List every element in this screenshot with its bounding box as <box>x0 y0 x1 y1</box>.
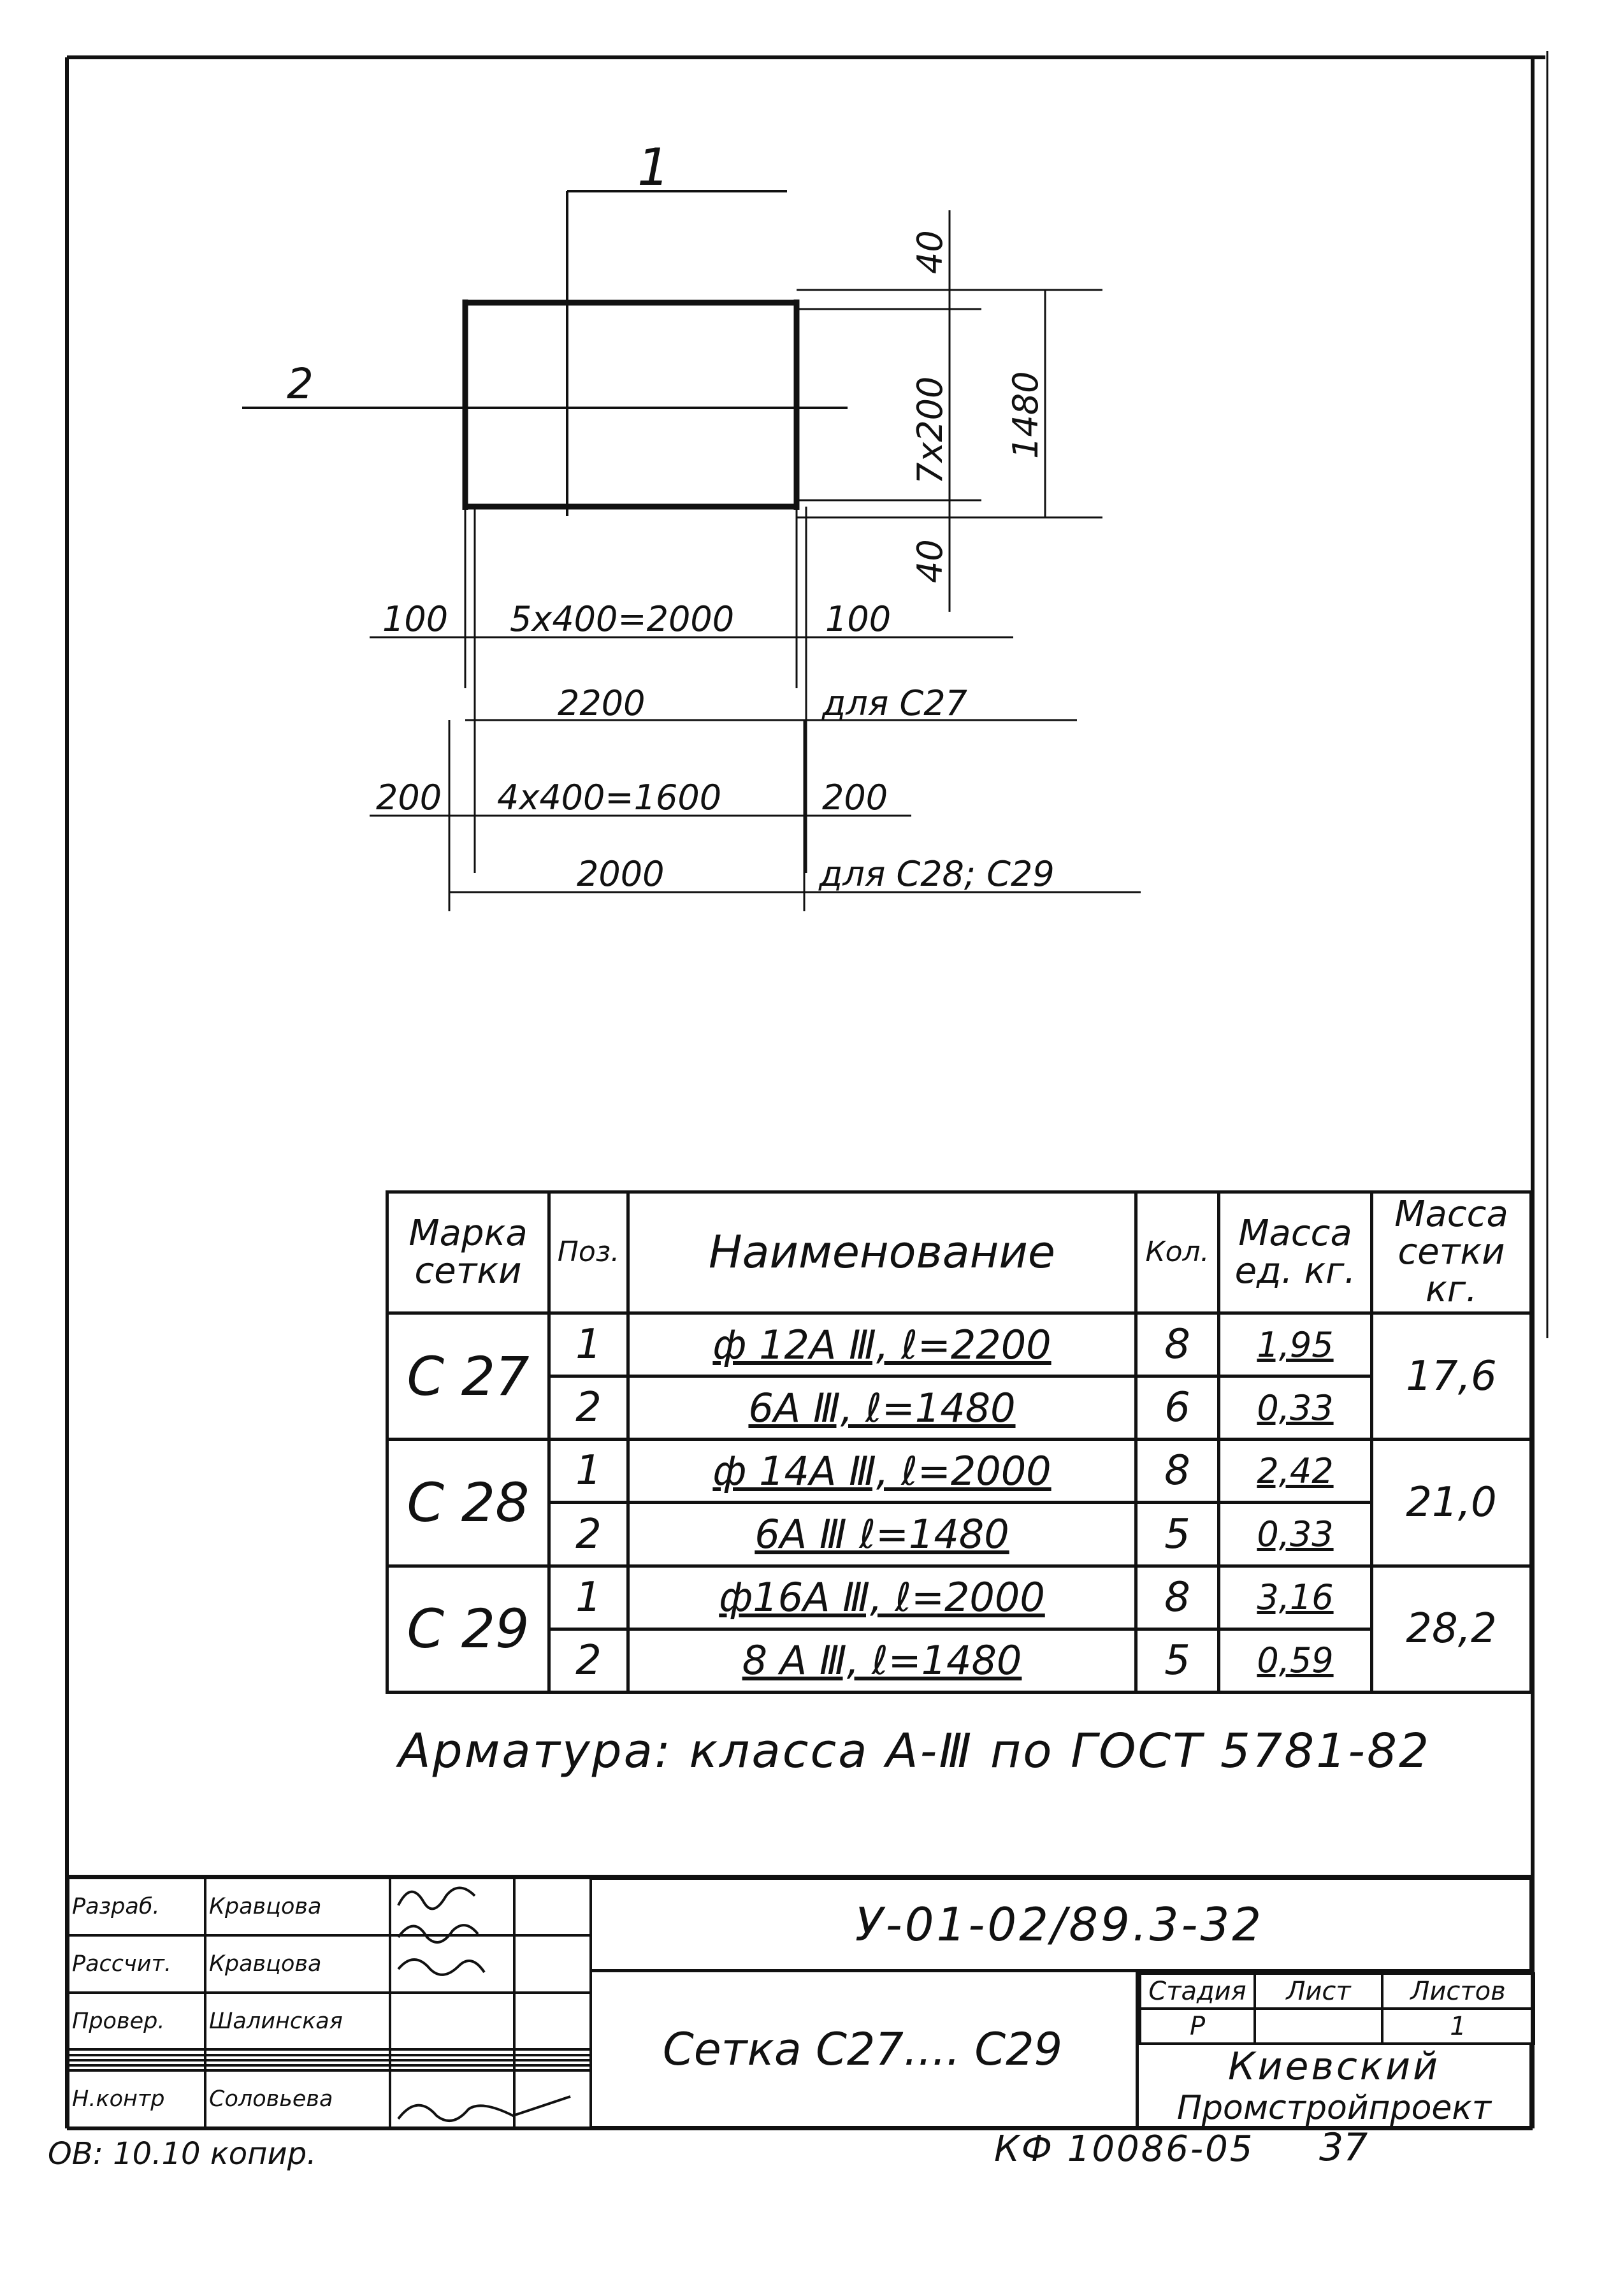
net-mass-c29: 28,2 <box>1372 1566 1531 1692</box>
header-unit-mass: Масса ед. кг. <box>1219 1192 1372 1313</box>
row3-right: 200 <box>822 777 888 818</box>
qty-cell: 6 <box>1136 1376 1219 1440</box>
name-cell: Кравцова <box>205 1878 390 1935</box>
sheets-label: Листов <box>1382 1974 1534 2009</box>
copy-note: ОВ: 10.10 копир. <box>48 2136 317 2172</box>
qty-cell: 8 <box>1136 1440 1219 1503</box>
net-mass-c28: 21,0 <box>1372 1440 1531 1566</box>
dim-total-vertical: 1480 <box>1006 371 1046 459</box>
stage-label: Стадия <box>1140 1974 1255 2009</box>
row1-left: 100 <box>382 599 449 639</box>
qty-cell: 5 <box>1136 1629 1219 1692</box>
row4-note: для С28; С29 <box>819 854 1055 894</box>
name-cell: Кравцова <box>205 1935 390 1993</box>
name-cell: Соловьева <box>205 2070 390 2128</box>
name-cell: ф 12А Ⅲ, ℓ=2200 <box>628 1313 1136 1376</box>
name-cell: ф 14А Ⅲ, ℓ=2000 <box>628 1440 1136 1503</box>
mark-c27: С 27 <box>387 1313 549 1440</box>
row3-left: 200 <box>376 777 442 818</box>
pos-cell: 1 <box>549 1566 628 1629</box>
organization-line-2: Промстройпроект <box>1176 2088 1492 2127</box>
dim-mid: 7x200 <box>910 376 950 484</box>
role-cell: Рассчит. <box>68 1935 205 1993</box>
document-code: У-01-02/89.3-32 <box>589 1877 1533 1972</box>
reinforcement-note: Арматура: класса А-Ⅲ по ГОСТ 5781-82 <box>398 1724 1431 1779</box>
role-cell: Провер. <box>68 1993 205 2050</box>
row4-total: 2000 <box>577 854 665 894</box>
archive-number: КФ 10086-05 <box>994 2128 1255 2170</box>
name-cell: Шалинская <box>205 1993 390 2050</box>
qty-cell: 8 <box>1136 1566 1219 1629</box>
row2-total: 2200 <box>558 683 646 723</box>
header-pos: Поз. <box>549 1192 628 1313</box>
section-2-label: 2 <box>287 359 314 408</box>
sheets-value: 1 <box>1382 2009 1534 2044</box>
sheet-value <box>1255 2009 1382 2044</box>
role-cell: Разраб. <box>68 1878 205 1935</box>
row1-span: 5x400=2000 <box>510 599 735 639</box>
qty-cell: 8 <box>1136 1313 1219 1376</box>
name-cell: ф16А Ⅲ, ℓ=2000 <box>628 1566 1136 1629</box>
row1-right: 100 <box>825 599 892 639</box>
stage-value: Р <box>1140 2009 1255 2044</box>
unit-mass-cell: 0,33 <box>1219 1376 1372 1440</box>
header-qty: Кол. <box>1136 1192 1219 1313</box>
qty-cell: 5 <box>1136 1503 1219 1566</box>
unit-mass-cell: 0,59 <box>1219 1629 1372 1692</box>
organization-line-1: Киевский <box>1227 2044 1441 2089</box>
organization <box>1139 2045 1533 2129</box>
dim-bottom: 40 <box>910 539 950 583</box>
row2-note: для С27 <box>822 683 967 723</box>
pos-cell: 2 <box>549 1629 628 1692</box>
pos-cell: 2 <box>549 1376 628 1440</box>
dim-top: 40 <box>910 230 950 274</box>
mark-c28: С 28 <box>387 1440 549 1566</box>
drawing-title: Сетка С27.... С29 <box>589 1972 1139 2129</box>
unit-mass-cell: 0,33 <box>1219 1503 1372 1566</box>
unit-mass-cell: 1,95 <box>1219 1313 1372 1376</box>
header-net-mass: Масса сетки кг. <box>1372 1192 1531 1313</box>
unit-mass-cell: 3,16 <box>1219 1566 1372 1629</box>
role-cell: Н.контр <box>68 2070 205 2128</box>
pos-cell: 2 <box>549 1503 628 1566</box>
name-cell: 6А Ⅲ, ℓ=1480 <box>628 1376 1136 1440</box>
header-name: Наименование <box>628 1192 1136 1313</box>
net-mass-c27: 17,6 <box>1372 1313 1531 1440</box>
row3-span: 4x400=1600 <box>497 777 722 818</box>
page-number: 37 <box>1319 2125 1368 2170</box>
name-cell: 6А Ⅲ ℓ=1480 <box>628 1503 1136 1566</box>
name-cell: 8 А Ⅲ, ℓ=1480 <box>628 1629 1136 1692</box>
header-mark: Марка сетки <box>387 1192 549 1313</box>
section-1-label: 1 <box>637 138 670 197</box>
stage-grid <box>1139 1972 1533 2045</box>
pos-cell: 1 <box>549 1313 628 1376</box>
title-block-main <box>589 1877 1533 2129</box>
sheet-label: Лист <box>1255 1974 1382 2009</box>
unit-mass-cell: 2,42 <box>1219 1440 1372 1503</box>
pos-cell: 1 <box>549 1440 628 1503</box>
mark-c29: С 29 <box>387 1566 549 1692</box>
